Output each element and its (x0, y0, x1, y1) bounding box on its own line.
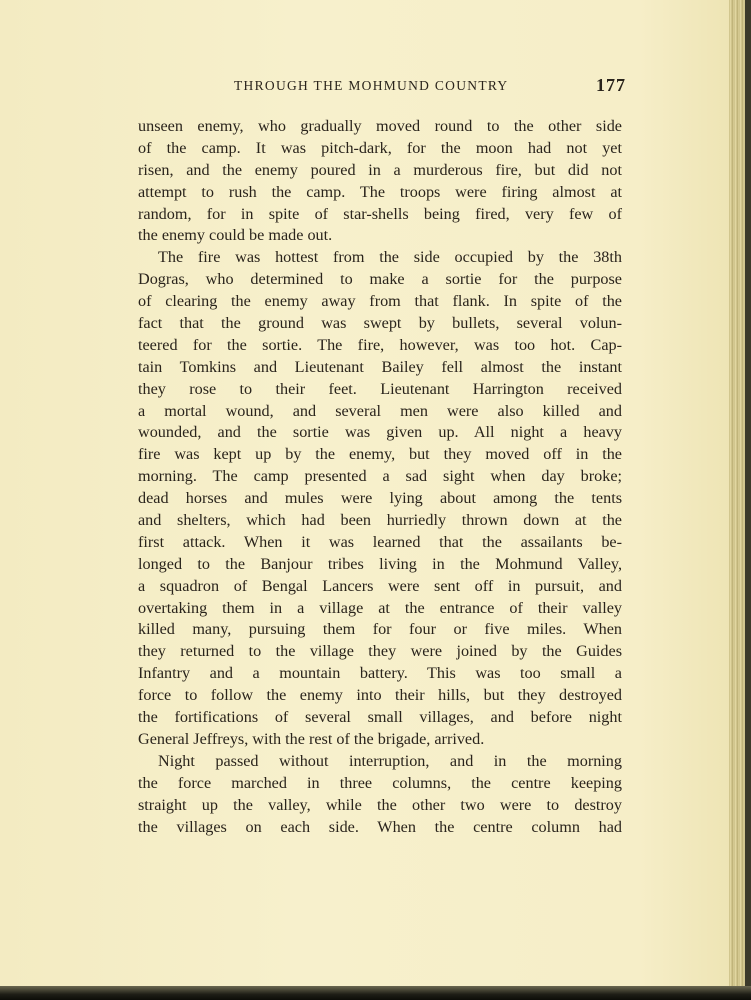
text-line: they returned to the village they were joined by the Guides (138, 642, 622, 661)
bottom-edge-shadow (0, 986, 751, 1000)
text-line: killed many, pursuing them for four or five miles. When (138, 620, 622, 639)
text-line: first attack. When it was learned that the assailants be- (138, 532, 622, 551)
text-line: the villages on each side. When the centre column had (138, 817, 622, 836)
running-head (234, 75, 626, 100)
running-title: THROUGH THE MOHMUND COUNTRY (234, 78, 509, 93)
text-line: random, for in spite of star-shells being fired, very few of (138, 204, 622, 223)
text-line: the enemy could be made out. (138, 226, 333, 245)
text-line: wounded, and the sortie was given up. All night a heavy (138, 423, 622, 442)
page-edge-shadow (745, 0, 751, 1000)
text-line: fact that the ground was swept by bullets, several volun- (138, 314, 622, 333)
text-line: dead horses and mules were lying about among the tents (138, 489, 622, 508)
text-line: Infantry and a mountain battery. This was too small a (138, 664, 622, 683)
text-line: risen, and the enemy poured in a murderous fire, but did not (138, 160, 622, 179)
text-line: force to follow the enemy into their hills, but they destroyed (138, 686, 622, 705)
text-line: longed to the Banjour tribes living in the Mohmund Valley, (138, 554, 622, 573)
text-line: teered for the sortie. The fire, however, was too hot. Cap- (138, 335, 622, 354)
text-line: General Jeffreys, with the rest of the brigade, arrived. (138, 729, 485, 748)
text-line: fire was kept up by the enemy, but they moved off in the (138, 445, 622, 464)
text-line: of clearing the enemy away from that flank. In spite of the (138, 292, 622, 311)
text-line: they rose to their feet. Lieutenant Harrington received (138, 379, 622, 398)
page-number: 177 (596, 75, 626, 95)
text-line: The fire was hottest from the side occupied by the 38th (158, 248, 622, 267)
text-line: morning. The camp presented a sad sight when day broke; (138, 467, 622, 486)
text-line: unseen enemy, who gradually moved round to the other side (138, 117, 622, 135)
body-text (138, 116, 622, 838)
text-line: Dogras, who determined to make a sortie for the purpose (138, 270, 622, 289)
text-line: overtaking them in a village at the entrance of their valley (138, 598, 622, 617)
text-line: attempt to rush the camp. The troops were firing almost at (138, 182, 622, 201)
text-line: a mortal wound, and several men were also killed and (138, 401, 622, 420)
text-line: of the camp. It was pitch-dark, for the moon had not yet (138, 138, 622, 157)
text-line: a squadron of Bengal Lancers were sent off in pursuit, and (138, 576, 622, 595)
text-line: the fortifications of several small villages, and before night (138, 708, 622, 727)
text-line: tain Tomkins and Lieutenant Bailey fell almost the instant (138, 357, 622, 376)
text-line: straight up the valley, while the other two were to destroy (138, 795, 622, 814)
text-line: the force marched in three columns, the centre keeping (138, 773, 622, 792)
text-line: Night passed without interruption, and in the morning (158, 751, 622, 770)
text-line: and shelters, which had been hurriedly thrown down at the (138, 511, 622, 530)
